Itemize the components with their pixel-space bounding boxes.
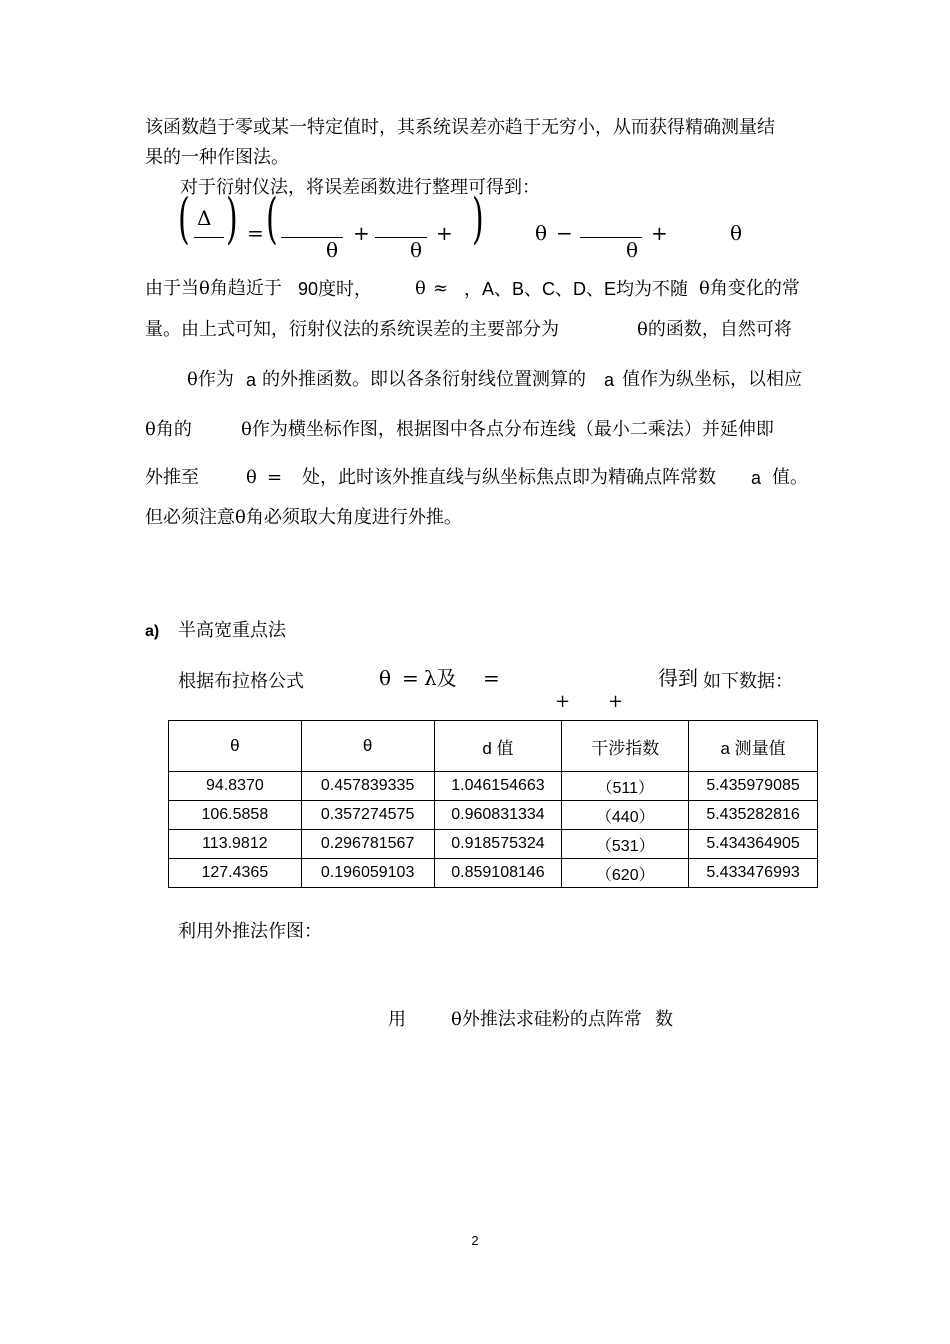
theta-symbol: θ [415, 278, 426, 299]
paragraph-3-line-4b: θ作为横坐标作图，根据图中各点分布连线（最小二乘法）并延伸即 [241, 419, 774, 440]
text-fragment: 角趋近于 [209, 278, 282, 299]
data-table [168, 720, 818, 888]
table-row [169, 859, 818, 888]
theta-symbol: θ [199, 278, 210, 299]
bragg-theta: θ [379, 666, 392, 690]
table-cell: 5.433476993 [689, 859, 818, 888]
paragraph-3-line-1-end [699, 278, 800, 300]
table-header: d 值 [434, 721, 562, 772]
formula-theta-2: θ [410, 238, 423, 262]
formula-open-paren-2: ( [266, 188, 278, 252]
section-title: 半高宽重点法 [178, 620, 286, 641]
table-header: a 测量值 [689, 721, 818, 772]
table-cell: （511） [562, 772, 689, 801]
table-row [169, 772, 818, 801]
table-header-row [169, 721, 818, 772]
formula-plus-1: + [353, 221, 370, 245]
figure-caption-c: 数 [655, 1009, 673, 1030]
formula-open-paren-1: ( [178, 188, 190, 252]
constants-text: ，A、B、C、D、E均为不随 [464, 279, 689, 299]
lattice-a-symbol: a [246, 370, 257, 390]
table-cell: 106.5858 [169, 801, 302, 830]
lattice-a-symbol: a [604, 370, 615, 390]
table-cell: 5.435979085 [689, 772, 818, 801]
paragraph-3-line-5f: 值。 [772, 467, 808, 488]
bragg-plus-1: + [555, 691, 571, 712]
formula-theta-4: θ [626, 238, 639, 262]
formula-theta-3: θ [535, 221, 548, 245]
formula-close-paren-1: ) [226, 188, 238, 252]
paragraph-3-line-3a: θ作为 [187, 369, 234, 390]
paragraph-3-line-6: 但必须注意θ角必须取大角度进行外推。 [145, 507, 462, 528]
bragg-obtain: 得到 [658, 666, 698, 690]
table-cell: 1.046154663 [434, 772, 562, 801]
bragg-equals: = [402, 666, 419, 690]
paragraph-3-line-3c: 的外推函数。即以各条衍射线位置测算的 [262, 369, 586, 390]
formula-plus-3: + [651, 221, 668, 245]
table-cell: 0.357274575 [301, 801, 434, 830]
paragraph-3-line-4a: θ角的 [145, 419, 192, 440]
table-cell: （620） [562, 859, 689, 888]
bragg-lambda-and: λ及 [424, 666, 457, 690]
table-cell: 0.859108146 [434, 859, 562, 888]
table-header: θ [301, 721, 434, 772]
table-cell: 113.9812 [169, 830, 302, 859]
table-cell: （531） [562, 830, 689, 859]
theta-symbol: θ [246, 467, 257, 488]
table-cell: （440） [562, 801, 689, 830]
table-cell: 5.434364905 [689, 830, 818, 859]
table-cell: 0.196059103 [301, 859, 434, 888]
table-header: 干涉指数 [562, 721, 689, 772]
figure-intro: 利用外推法作图： [178, 921, 322, 942]
table-cell: 0.918575324 [434, 830, 562, 859]
table-cell: 0.457839335 [301, 772, 434, 801]
approx-symbol: ≈ [433, 278, 449, 299]
section-marker: a) [145, 623, 160, 640]
equals-symbol: = [267, 467, 283, 488]
paragraph-3-line-2b: θ的函数，自然可将 [637, 319, 792, 340]
formula-close-paren-2: ) [472, 188, 484, 252]
paragraph-3-line-2a: 量。由上式可知，衍射仪法的系统误差的主要部分为 [145, 319, 559, 340]
formula-theta-1: θ [326, 238, 339, 262]
paragraph-3-line-3e: 值作为纵坐标，以相应 [622, 369, 802, 390]
paragraph-1-line-1: 该函数趋于零或某一特定值时，其系统误差亦趋于无穷小，从而获得精确测量结 [145, 117, 775, 138]
text-fragment: 由于当 [145, 278, 199, 299]
bragg-following: 如下数据： [703, 671, 793, 692]
paragraph-3-line-5a: 外推至 [145, 467, 199, 488]
formula-theta-5: θ [730, 221, 743, 245]
table-cell: 127.4365 [169, 859, 302, 888]
table-cell: 94.8370 [169, 772, 302, 801]
text-fragment: 角变化的常 [709, 278, 800, 299]
bragg-label: 根据布拉格公式 [178, 671, 304, 692]
formula-minus: − [556, 221, 573, 245]
bragg-plus-2: + [608, 691, 624, 712]
figure-caption-b: θ外推法求硅粉的点阵常 [451, 1009, 642, 1030]
table-cell: 5.435282816 [689, 801, 818, 830]
figure-caption-a: 用 [388, 1009, 406, 1030]
table-row [169, 801, 818, 830]
theta-symbol: θ [699, 278, 710, 299]
lattice-a-symbol: a [751, 468, 762, 488]
formula-plus-2: + [436, 221, 453, 245]
bragg-equals-2: = [483, 666, 500, 690]
formula-intro: 对于衍射仪法，将误差函数进行整理可得到： [180, 177, 540, 198]
paragraph-3-line-5d: 处，此时该外推直线与纵坐标焦点即为精确点阵常数 [302, 467, 716, 488]
ninety-degrees: 90度时， [298, 279, 373, 299]
table-header: θ [169, 721, 302, 772]
formula-fraction-bar-1 [194, 237, 224, 238]
paragraph-3-line-1 [145, 278, 282, 300]
formula-delta: Δ [197, 206, 212, 230]
table-cell: 0.960831334 [434, 801, 562, 830]
paragraph-1-line-2: 果的一种作图法。 [145, 147, 289, 168]
table-row [169, 830, 818, 859]
table-cell: 0.296781567 [301, 830, 434, 859]
page-number: 2 [471, 1233, 479, 1248]
formula-equals: = [247, 221, 264, 245]
